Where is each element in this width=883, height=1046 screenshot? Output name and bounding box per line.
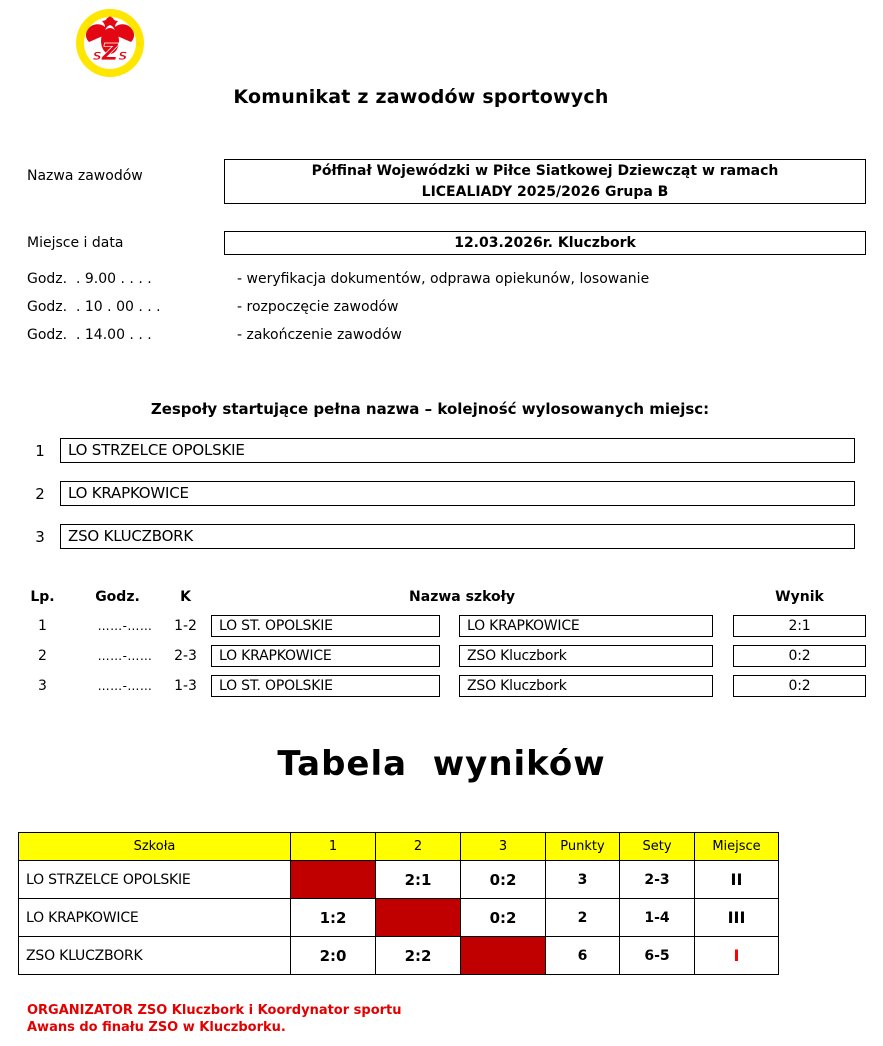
match-team-a-box: LO KRAPKOWICE: [211, 645, 440, 667]
standings-header-1: 1: [291, 833, 376, 861]
standings-header-points: Punkty: [546, 833, 620, 861]
schedule-desc: - weryfikacja dokumentów, odprawa opiekunów, losowanie: [237, 271, 650, 287]
competition-name-label: Nazwa zawodów: [27, 168, 143, 184]
match-lp: 2: [38, 648, 47, 664]
schedule-row: [0, 327, 883, 345]
match-k: 2-3: [174, 648, 197, 664]
standings-score: 2:1: [376, 861, 461, 899]
szs-logo: [75, 8, 145, 78]
standings-school: LO KRAPKOWICE: [19, 899, 291, 937]
matches-header-result: Wynik: [775, 589, 824, 605]
standings-score: 2:0: [291, 937, 376, 975]
standings-points: 6: [546, 937, 620, 975]
match-team-a-box: LO ST. OPOLSKIE: [211, 615, 440, 637]
competition-name-line1: Półfinał Wojewódzki w Piłce Siatkowej Dziewcząt w ramach: [311, 163, 779, 179]
standings-header-school: Szkoła: [19, 833, 291, 861]
standings-table: [18, 832, 779, 975]
diagonal-cell: [461, 937, 546, 975]
schedule-row: [0, 299, 883, 317]
teams-heading: Zespoły startujące pełna nazwa – kolejność wylosowanych miejsc:: [150, 400, 710, 418]
matches-header-godz: Godz.: [95, 589, 140, 605]
schedule-time: Godz. . 10 . 00 . . .: [27, 299, 161, 315]
match-result-box: 0:2: [733, 645, 866, 667]
schedule-desc: - zakończenie zawodów: [237, 327, 402, 343]
place-date-label: Miejsce i data: [27, 235, 124, 251]
organizer-note: [27, 1002, 402, 1036]
match-team-b-box: LO KRAPKOWICE: [459, 615, 713, 637]
standings-score: 1:2: [291, 899, 376, 937]
schedule-desc: - rozpoczęcie zawodów: [237, 299, 399, 315]
standings-header-3: 3: [461, 833, 546, 861]
standings-header-2: 2: [376, 833, 461, 861]
match-result-box: 2:1: [733, 615, 866, 637]
standings-header-place: Miejsce: [695, 833, 779, 861]
standings-sets: 6-5: [620, 937, 695, 975]
match-result-box: 0:2: [733, 675, 866, 697]
match-team-b-box: ZSO Kluczbork: [459, 675, 713, 697]
team-name-box: ZSO KLUCZBORK: [60, 524, 855, 549]
standings-place: III: [695, 899, 779, 937]
svg-text:sZs: sZs: [92, 40, 128, 66]
matches-header-school: Nazwa szkoły: [409, 589, 515, 605]
match-time-dots: ……-……: [97, 619, 153, 633]
team-number: 3: [35, 528, 45, 546]
schedule-row: [0, 271, 883, 289]
schedule-time: Godz. . 9.00 . . . .: [27, 271, 152, 287]
schedule-time: Godz. . 14.00 . . .: [27, 327, 152, 343]
standings-score: 2:2: [376, 937, 461, 975]
standings-sets: 1-4: [620, 899, 695, 937]
standings-header-sets: Sety: [620, 833, 695, 861]
competition-name-box: [224, 159, 866, 204]
standings-header-row: [19, 833, 779, 861]
standings-score: 0:2: [461, 861, 546, 899]
page-title: Komunikat z zawodów sportowych: [233, 86, 609, 108]
match-k: 1-2: [174, 618, 197, 634]
matches-header-lp: Lp.: [30, 589, 55, 605]
standings-school: LO STRZELCE OPOLSKIE: [19, 861, 291, 899]
standings-sets: 2-3: [620, 861, 695, 899]
standings-row: [19, 937, 779, 975]
match-lp: 1: [38, 618, 47, 634]
standings-title: Tabela wyników: [277, 744, 606, 784]
diagonal-cell: [291, 861, 376, 899]
match-time-dots: ……-……: [97, 649, 153, 663]
standings-place: II: [695, 861, 779, 899]
advancement-line: Awans do finału ZSO w Kluczborku.: [27, 1020, 286, 1035]
standings-score: 0:2: [461, 899, 546, 937]
standings-place-first: I: [695, 937, 779, 975]
match-team-a-box: LO ST. OPOLSKIE: [211, 675, 440, 697]
competition-name-line2: LICEALIADY 2025/2026 Grupa B: [421, 184, 669, 200]
match-k: 1-3: [174, 678, 197, 694]
standings-row: [19, 861, 779, 899]
diagonal-cell: [376, 899, 461, 937]
matches-header-k: K: [180, 589, 191, 605]
standings-row: [19, 899, 779, 937]
place-date-box: 12.03.2026r. Kluczbork: [224, 231, 866, 255]
organizer-line: ORGANIZATOR ZSO Kluczbork i Koordynator sportu: [27, 1003, 402, 1018]
team-name-box: LO KRAPKOWICE: [60, 481, 855, 506]
team-number: 2: [35, 485, 45, 503]
team-name-box: LO STRZELCE OPOLSKIE: [60, 438, 855, 463]
standings-points: 2: [546, 899, 620, 937]
match-time-dots: ……-……: [97, 679, 153, 693]
standings-points: 3: [546, 861, 620, 899]
team-number: 1: [35, 442, 45, 460]
standings-school: ZSO KLUCZBORK: [19, 937, 291, 975]
match-team-b-box: ZSO Kluczbork: [459, 645, 713, 667]
szs-eagle-icon: [75, 8, 145, 78]
match-lp: 3: [38, 678, 47, 694]
